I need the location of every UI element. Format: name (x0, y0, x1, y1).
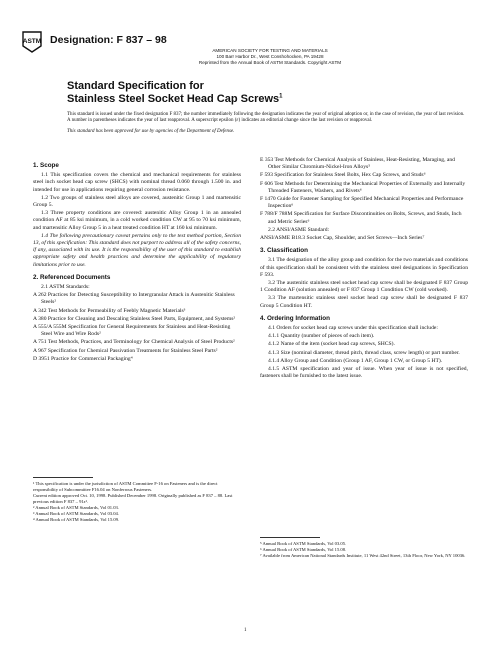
paragraph: 1.2 Two groups of stainless steel alloys are covered, austenitic Group 1 and martensitic Group 5. (33, 194, 241, 209)
section-heading-ordering-information: 4. Ordering Information (260, 314, 330, 322)
left-column (33, 157, 241, 364)
intro-paragraph: This standard is issued under the fixed designation F 837; the number immediately following the designation indicates the year of original adoption or, in the case of revision, the year of last revision. A number in parentheses indicates the year of last reapproval. A superscript epsilon (ε) indicates an editorial change since the last revision or reapproval. (67, 112, 465, 124)
reference-item: A 751 Test Methods, Practices, and Terminology for Chemical Analysis of Steel Products² (33, 339, 235, 346)
paragraph: 4.1.2 Name of the item (socket head cap screws, SHCS). (268, 341, 395, 348)
paragraph: 2.2 ANSI/ASME Standard: (268, 226, 330, 233)
section-heading-classification: 3. Classification (260, 247, 308, 255)
paragraph: 4.1.5 ASTM specification and year of issue. When year of issue is not specified, fasteners shall be furnished to the latest issue. (260, 366, 468, 380)
paragraph: 4.1 Orders for socket head cap screws under this specification shall include: (268, 325, 438, 332)
paragraph: 3.1 The designation of the alloy group and condition for the two materials and conditions of this specification shall be consistent with the stainless steel designations in Specification F 593. (260, 257, 468, 278)
footnote: ⁴ Annual Book of ASTM Standards, Vol 15.09. (33, 517, 120, 522)
reference-item: F 788/F 788M Specification for Surface Discontinuities on Bolts, Screws, and Studs, Inch and Metric Series⁶ (260, 211, 462, 225)
reference-item: A 342 Test Methods for Permeability of Feebly Magnetic Materials³ (33, 307, 186, 314)
paragraph: 3.2 The austenitic stainless steel socket head cap screw shall be designated F 837 Group 1 Condition AF (solution annealed) or F 837 Group 1 Condition CW (cold worked). (260, 280, 468, 294)
footnote: ⁷ Available from American National Standards Institute, 11 West 42nd Street, 13th Floor, New York, NY 10036. (260, 553, 466, 558)
designation: Designation: F 837 – 98 (50, 34, 167, 46)
footnote: ¹ This specification is under the jurisdiction of ASTM Committee F-16 on Fasteners and is the direct responsibility of Subcommittee F16.04 on Nonferrous Fasteners. (33, 481, 218, 492)
paragraph: 1.1 This specification covers the chemical and mechanical requirements for stainless steel inch socket head cap screw (SHCS) with nominal thread 0.060 through 1.500 in. and intended for use in applications requiring general corrosion resistance. (33, 172, 241, 193)
reference-item: D 3951 Practice for Commercial Packaging⁴ (33, 355, 133, 362)
publisher-line: Reprinted from the Annual Book of ASTM Standards. Copyright ASTM (198, 60, 342, 65)
section-heading-scope: 1. Scope (33, 162, 59, 169)
reference-item: F 606 Test Methods for Determining the Mechanical Properties of Externally and Internally Threaded Fasteners, Washers, and Rivets⁶ (260, 180, 466, 194)
paragraph-caveat: 1.4 The following precautionary caveat pertains only to the test method portion, Section 13, of this specification: This standard does not purport to address all of the safety concerns, if any, associated with its use. It is the responsibility of the user of this standard to establish appropriate safety and health practices and determine the applicability of regulatory limitations prior to use. (33, 232, 241, 268)
paragraph: 3.3 The martensitic stainless steel socket head cap screw shall be designated F 837 Group 5 Condition HT. (260, 295, 468, 309)
title-footnote-mark: 1 (279, 93, 283, 100)
footnotes-right (260, 541, 470, 559)
reference-item: A 380 Practice for Cleaning and Descaling Stainless Steel Parts, Equipment, and Systems² (33, 315, 236, 322)
svg-text:ASTM: ASTM (22, 38, 42, 45)
page-number: 1 (244, 628, 247, 633)
paragraph: 1.3 Three property conditions are covered: austenitic Alloy Group 1 in an annealed condition AF at 85 ksi minimum, in a cold worked condition CW at 95 to 70 ksi minimum, and martensitic Alloy Group 5 in a heat treated condition HT at 160 ksi minimum. (33, 210, 241, 231)
footnotes-left (33, 481, 241, 523)
reference-item: A 262 Practices for Detecting Susceptibility to Intergranular Attack in Austenitic Stainless Steels² (33, 292, 235, 306)
paragraph: 4.1.3 Size (nominal diameter, thread pitch, thread class, screw length) or part number. (268, 349, 460, 356)
reference-item: A 967 Specification for Chemical Passivation Treatments for Stainless Steel Parts² (33, 347, 218, 354)
reference-item: ANSI/ASME B18.3 Socket Cap, Shoulder, and Set Screws—Inch Series⁷ (260, 235, 425, 242)
footnote-divider (260, 537, 320, 538)
publisher-line: AMERICAN SOCIETY FOR TESTING AND MATERIALS (212, 48, 328, 53)
reference-item: E 353 Test Methods for Chemical Analysis of Stainless, Heat-Resisting, Maraging, and Other Similar Chromium-Nickel-Iron Alloys⁵ (260, 157, 455, 171)
paragraph: 4.1.4 Alloy Group and Condition (Group 1 AF, Group 1 CW, or Group 5 HT). (268, 357, 443, 364)
footnote: ⁶ Annual Book of ASTM Standards, Vol 15.08. (260, 547, 347, 552)
title-line: Standard Specification for (67, 80, 204, 92)
footnote: ³ Annual Book of ASTM Standards, Vol 03.04. (33, 511, 119, 516)
dod-approval-note: This standard has been approved for use by agencies of the Department of Defense. (67, 128, 235, 134)
reference-item: F 593 Specification for Stainless Steel Bolts, Hex Cap Screws, and Studs⁶ (260, 172, 426, 179)
paragraph: 4.1.1 Quantity (number of pieces of each item). (268, 333, 375, 340)
publisher-info (150, 48, 390, 66)
footnote: ² Annual Book of ASTM Standards, Vol 01.03. (33, 505, 119, 510)
right-column (260, 157, 468, 381)
footnote: Current edition approved Oct. 10, 1998. Published December 1998. Originally published as F 837 – 88. Last previous edition F 837 – 91ε¹. (33, 493, 233, 504)
reference-item: F 1470 Guide for Fastener Sampling for Specified Mechanical Properties and Performance Inspection⁶ (260, 196, 464, 210)
publisher-line: 100 Barr Harbor Dr., West Conshohocken, PA 19428 (216, 54, 324, 59)
astm-logo (21, 30, 43, 54)
title-line-main: Stainless Steel Socket Head Cap Screws$^1$ (67, 93, 283, 105)
document-title (67, 80, 283, 106)
paragraph: 2.1 ASTM Standards: (41, 284, 90, 291)
reference-item: A 555/A 555M Specification for General Requirements for Stainless and Heat-Resisting Steel Wire and Wire Rods² (33, 324, 231, 338)
section-heading-referenced-documents: 2. Referenced Documents (33, 273, 111, 281)
footnote: ⁵ Annual Book of ASTM Standards, Vol 03.05. (260, 541, 347, 546)
intro-notes (67, 112, 467, 139)
footnote-divider (33, 477, 93, 478)
